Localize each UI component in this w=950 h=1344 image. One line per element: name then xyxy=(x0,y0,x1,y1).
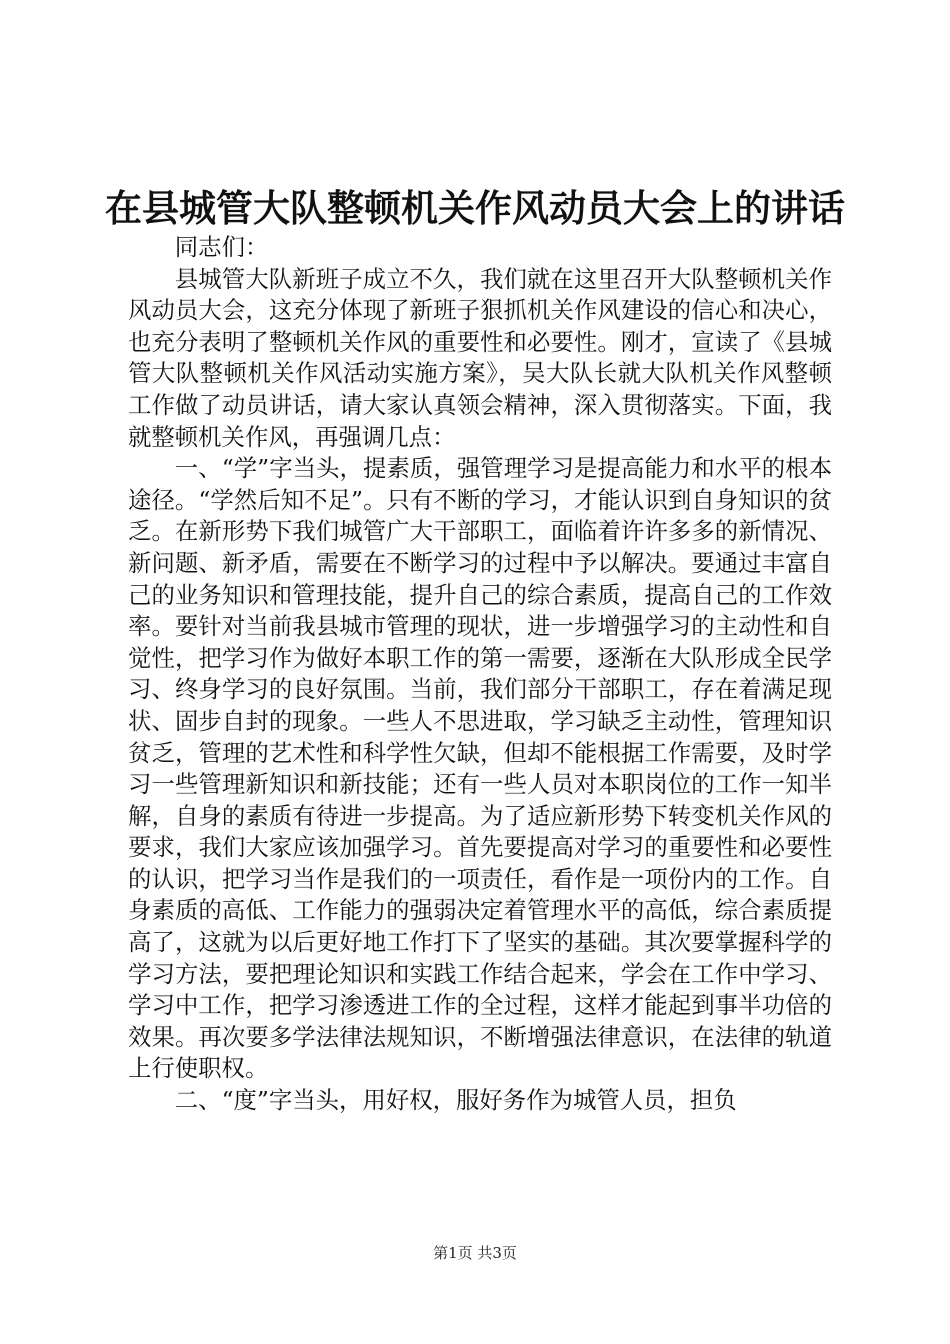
paragraph-intro: 县城管大队新班子成立不久，我们就在这里召开大队整顿机关作风动员大会，这充分体现了新班子狠抓机关作风建设的信心和决心，也充分表明了整顿机关作风的重要性和必要性。刚才，宣读了《县城管大队整顿机关作风活动实施方案》，吴大队长就大队机关作风整顿工作做了动员讲话，请大家认真领会精神，深入贯彻落实。下面，我就整顿机关作风，再强调几点： xyxy=(128,264,832,451)
document-title: 在县城管大队整顿机关作风动员大会上的讲话 xyxy=(105,186,845,230)
paragraph-section-1: 一、“学”字当头，提素质，强管理学习是提高能力和水平的根本途径。“学然后知不足”。只有不断的学习，才能认识到自身知识的贫乏。在新形势下我们城管广大干部职工，面临着许许多多的新情况、新问题、新矛盾，需要在不断学习的过程中予以解决。要通过丰富自己的业务知识和管理技能，提升自己的综合素质，提高自己的工作效率。要针对当前我县城市管理的现状，进一步增强学习的主动性和自觉性，把学习作为做好本职工作的第一需要，逐渐在大队形成全民学习、终身学习的良好氛围。当前，我们部分干部职工，存在着满足现状、固步自封的现象。一些人不思进取，学习缺乏主动性，管理知识贫乏，管理的艺术性和科学性欠缺，但却不能根据工作需要，及时学习一些管理新知识和新技能；还有一些人员对本职岗位的工作一知半解，自身的素质有待进一步提高。为了适应新形势下转变机关作风的要求，我们大家应该加强学习。首先要提高对学习的重要性和必要性的认识，把学习当作是我们的一项责任，看作是一项份内的工作。自身素质的高低、工作能力的强弱决定着管理水平的高低，综合素质提高了，这就为以后更好地工作打下了坚实的基础。其次要掌握科学的学习方法，要把理论知识和实践工作结合起来，学会在工作中学习、学习中工作，把学习渗透进工作的全过程，这样才能起到事半功倍的效果。再次要多学法律法规知识，不断增强法律意识，在法律的轨道上行使职权。 xyxy=(128,454,832,1083)
document-body xyxy=(128,232,832,1117)
page-number-footer: 第1页 共3页 xyxy=(433,1244,517,1262)
paragraph-section-2: 二、“度”字当头，用好权，服好务作为城管人员，担负 xyxy=(174,1086,737,1115)
salutation: 同志们： xyxy=(174,233,269,261)
